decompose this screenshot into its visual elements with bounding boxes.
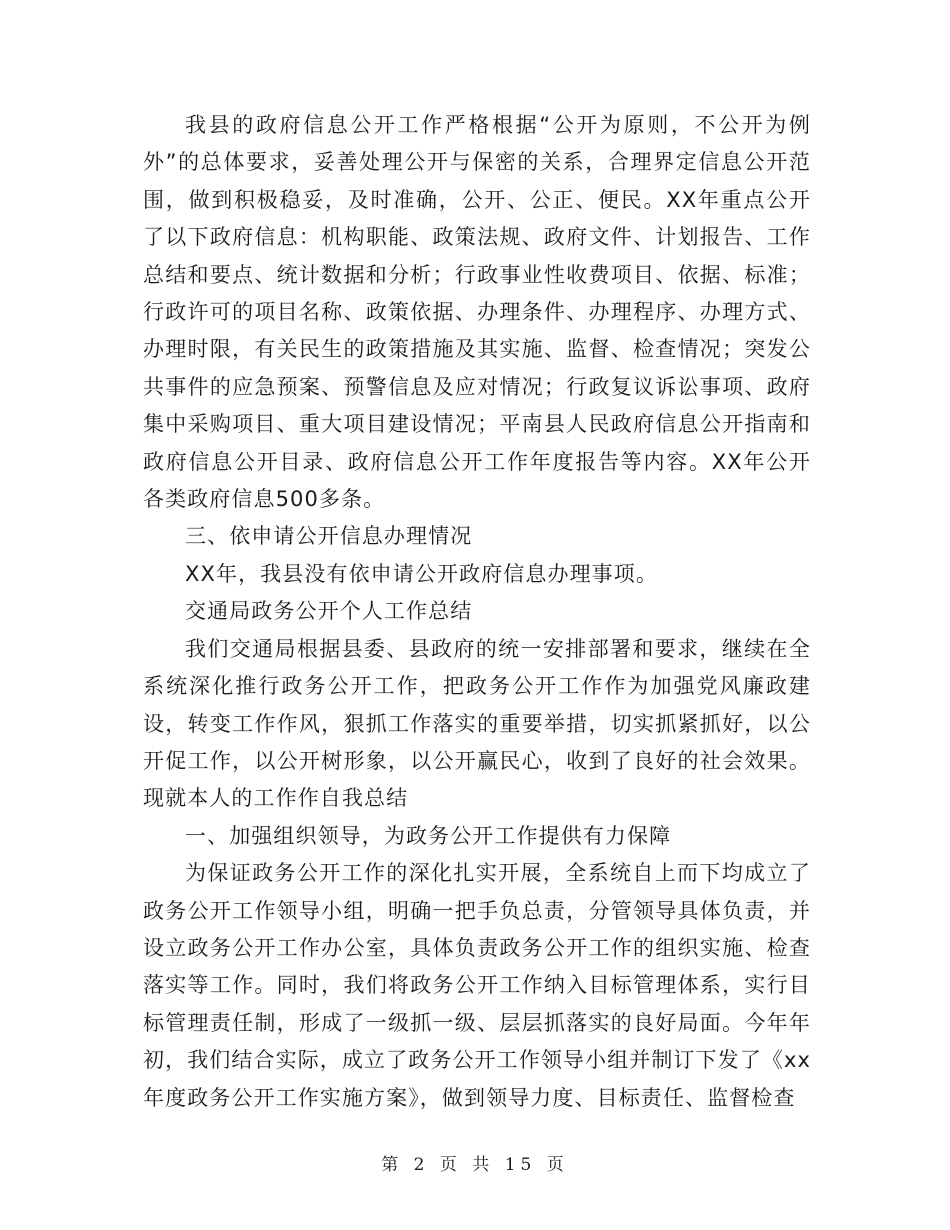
- paragraph-info-disclosure-scope: 我县的政府信息公开工作严格根据“公开为原则，不公开为例外”的总体要求，妥善处理公开与保密的关系，合理界定信息公开范围，做到积极稳妥，及时准确，公开、公正、便民。XX年重点公开了以下政府信息：机构职能、政策法规、政府文件、计划报告、工作总结和要点、统计数据和分析；行政事业性收费项目、依据、标准；行政许可的项目名称、政策依据、办理条件、办理程序、办理方式、办理时限，有关民生的政策措施及其实施、监督、检查情况；突发公共事件的应急预案、预警信息及应对情况；行政复议诉讼事项、政府集中采购项目、重大项目建设情况；平南县人民政府信息公开指南和政府信息公开目录、政府信息公开工作年度报告等内容。XX年公开各类政府信息500多条。: [143, 113, 811, 512]
- heading-section-three: 三、依申请公开信息办理情况: [185, 524, 473, 549]
- paragraph-organization: 为保证政务公开工作的深化扎实开展，全系统自上而下均成立了政务公开工作领导小组，明确一把手负总责，分管领导具体负责，并设立政务公开工作办公室，具体负责政务公开工作的组织实施、检查落实等工作。同时，我们将政务公开工作纳入目标管理体系，实行目标管理责任制，形成了一级抓一级、层层抓落实的良好局面。今年年初，我们结合实际，成立了政务公开工作领导小组并制订下发了《xx年度政务公开工作实施方案》，做到领导力度、目标责任、监督检查: [143, 861, 811, 1110]
- heading-section-one: 一、加强组织领导，为政务公开工作提供有力保障: [185, 823, 672, 848]
- page-number: 第 2 页 共 15 页: [381, 1155, 569, 1175]
- heading-transport-bureau-summary: 交通局政务公开个人工作总结: [185, 599, 473, 624]
- paragraph-transport-intro: 我们交通局根据县委、县政府的统一安排部署和要求，继续在全系统深化推行政务公开工作，把政务公开工作作为加强党风廉政建设，转变工作作风，狠抓工作落实的重要举措，切实抓紧抓好，以公开促工作，以公开树形象，以公开赢民心，收到了良好的社会效果。现就本人的工作作自我总结: [143, 636, 811, 811]
- paragraph-no-requests: XX年，我县没有依申请公开政府信息办理事项。: [185, 561, 658, 586]
- document-body: [143, 107, 811, 1117]
